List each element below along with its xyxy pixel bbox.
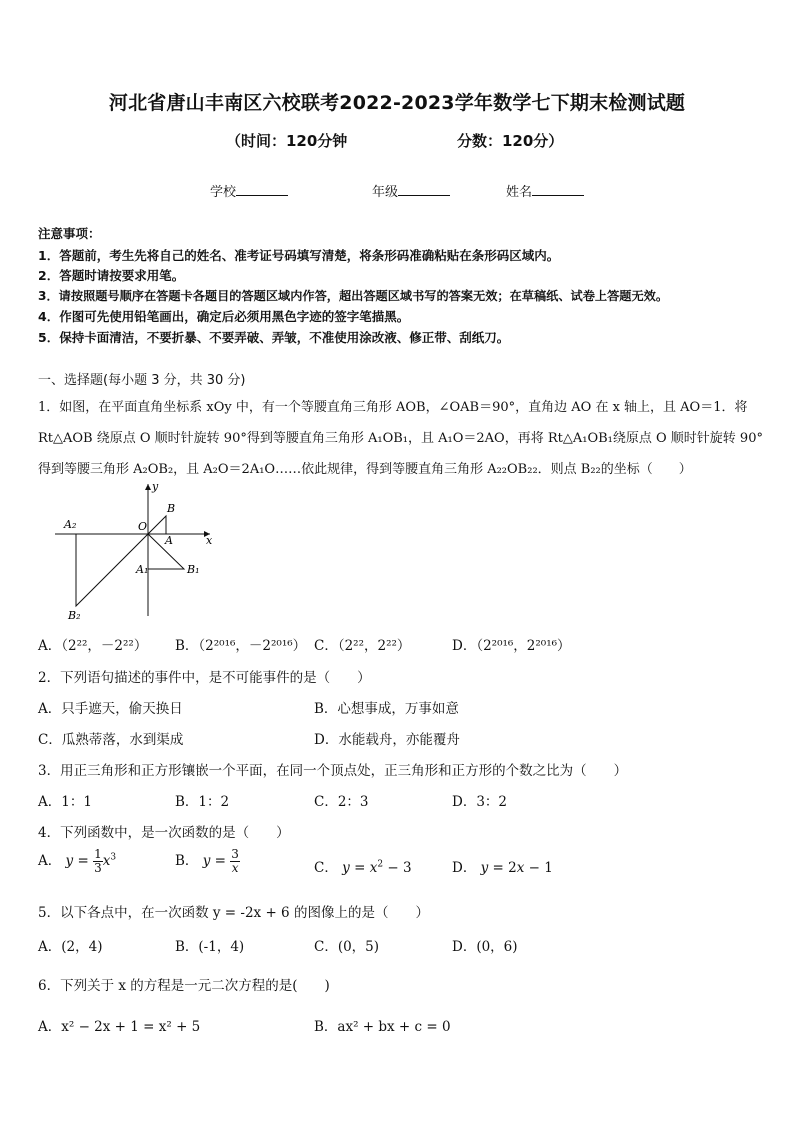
note-item: 2．答题时请按要求用笔。 (38, 268, 185, 283)
q5-stem: 5．以下各点中，在一次函数 y = -2x + 6 的图像上的是（ ） (38, 905, 429, 921)
q4-option-a[interactable]: A． y = $\frac{1}{3}$ $x^3$ (38, 847, 117, 875)
q5-option-c[interactable]: C．(0，5) (314, 939, 380, 955)
q2-option-b[interactable]: B．心想事成，万事如意 (314, 701, 459, 717)
q4-option-d[interactable]: D． y = 2x − 1 (452, 860, 553, 876)
note-item: 3．请按照题号顺序在答题卡各题目的答题区域内作答，超出答题区域书写的答案无效；在草稿纸、试卷上答题无效。 (38, 289, 669, 303)
note-item: 5．保持卡面清洁，不要折暴、不要弄破、弄皱，不准使用涂改液、修正带、刮纸刀。 (38, 330, 510, 345)
q4-option-b-label: B． (175, 853, 199, 869)
grade-blank[interactable] (398, 183, 450, 196)
q4-option-b[interactable]: B． y = $\frac{3}{x}$ (175, 847, 239, 875)
q3-option-b[interactable]: B．1：2 (175, 794, 230, 810)
name-label: 姓名 (506, 185, 533, 200)
label-a1: A₁ (136, 563, 149, 576)
section-heading: 一、选择题(每小题 3 分，共 30 分) (38, 373, 246, 388)
school-field (210, 181, 288, 200)
q1-option-c[interactable]: C．（2²²，2²²） (314, 638, 411, 654)
q3-option-c[interactable]: C．2：3 (314, 794, 369, 810)
q1-option-b[interactable]: B．（2²⁰¹⁶，－2²⁰¹⁶） (175, 638, 307, 654)
q5-option-b[interactable]: B．(-1，4) (175, 939, 245, 955)
label-a2: A₂ (64, 518, 77, 531)
q2-option-a[interactable]: A．只手遮天，偷天换日 (38, 701, 183, 717)
q2-option-d[interactable]: D．水能载舟，亦能覆舟 (314, 732, 460, 748)
q1-option-a[interactable]: A．（2²²，－2²²） (38, 638, 148, 654)
q6-stem: 6．下列关于 x 的方程是一元二次方程的是( ) (38, 978, 330, 994)
page-title: 河北省唐山丰南区六校联考2022-2023学年数学七下期末检测试题 (108, 92, 686, 114)
label-b2: B₂ (68, 609, 81, 622)
q4-option-d-label: D． (452, 860, 477, 876)
name-field (506, 181, 584, 200)
q1-option-d[interactable]: D．（2²⁰¹⁶，2²⁰¹⁶） (452, 638, 571, 654)
q4-option-a-label: A． (38, 853, 62, 869)
school-blank[interactable] (236, 183, 288, 196)
notes-heading: 注意事项： (38, 226, 101, 241)
q2-option-c[interactable]: C．瓜熟蒂落，水到渠成 (38, 732, 184, 748)
label-x: x (206, 534, 213, 547)
label-b: B (167, 502, 176, 515)
q5-option-d[interactable]: D．(0，6) (452, 939, 518, 955)
q6-option-a[interactable]: A．x² − 2x + 1 = x² + 5 (38, 1019, 201, 1035)
grade-label: 年级 (372, 185, 399, 200)
time-label: （时间：120分钟 (226, 132, 348, 150)
q3-option-a[interactable]: A．1：1 (38, 794, 92, 810)
name-blank[interactable] (532, 183, 584, 196)
q1-figure (50, 478, 230, 626)
score-label: 分数：120分） (457, 132, 564, 150)
label-o: O (138, 520, 148, 533)
q5-option-a[interactable]: A．(2，4) (38, 939, 103, 955)
q4-option-c-label: C． (314, 860, 338, 876)
label-b1: B₁ (187, 563, 200, 576)
school-label: 学校 (210, 185, 237, 200)
q4-option-c[interactable]: C． $y = x^2 - 3$ (314, 859, 412, 876)
label-y: y (152, 480, 159, 493)
grade-field (372, 181, 450, 200)
note-item: 1．答题前，考生先将自己的姓名、准考证号码填写清楚，将条形码准确粘贴在条形码区域内。 (38, 248, 560, 263)
triangle-aob (148, 516, 166, 534)
q3-option-d[interactable]: D．3：2 (452, 794, 508, 810)
y-axis-arrow (145, 484, 151, 490)
q6-option-b[interactable]: B．ax² + bx + c = 0 (314, 1019, 451, 1035)
label-a: A (165, 534, 173, 547)
q3-stem: 3．用正三角形和正方形镶嵌一个平面，在同一个顶点处，正三角形和正方形的个数之比为（ ） (38, 763, 628, 779)
q2-stem: 2．下列语句描述的事件中，是不可能事件的是（ ） (38, 670, 371, 686)
q1-line2: Rt△AOB 绕原点 O 顺时针旋转 90°得到等腰直角三角形 A₁OB₁，且 A₁O＝2AO，再将 Rt△A₁OB₁绕原点 O 顺时针旋转 90° (38, 431, 763, 446)
q1-line1: 1．如图，在平面直角坐标系 xOy 中，有一个等腰直角三角形 AOB，∠OAB＝90°，直角边 AO 在 x 轴上，且 AO＝1．将 (38, 400, 748, 415)
note-item: 4．作图可先使用铅笔画出，确定后必须用黑色字迹的签字笔描黑。 (38, 309, 410, 324)
q4-stem: 4．下列函数中，是一次函数的是（ ） (38, 825, 290, 841)
q1-line3: 得到等腰三角形 A₂OB₂，且 A₂O＝2A₁O……依此规律，得到等腰直角三角形 A₂₂OB₂₂．则点 B₂₂的坐标（ ） (38, 462, 692, 477)
